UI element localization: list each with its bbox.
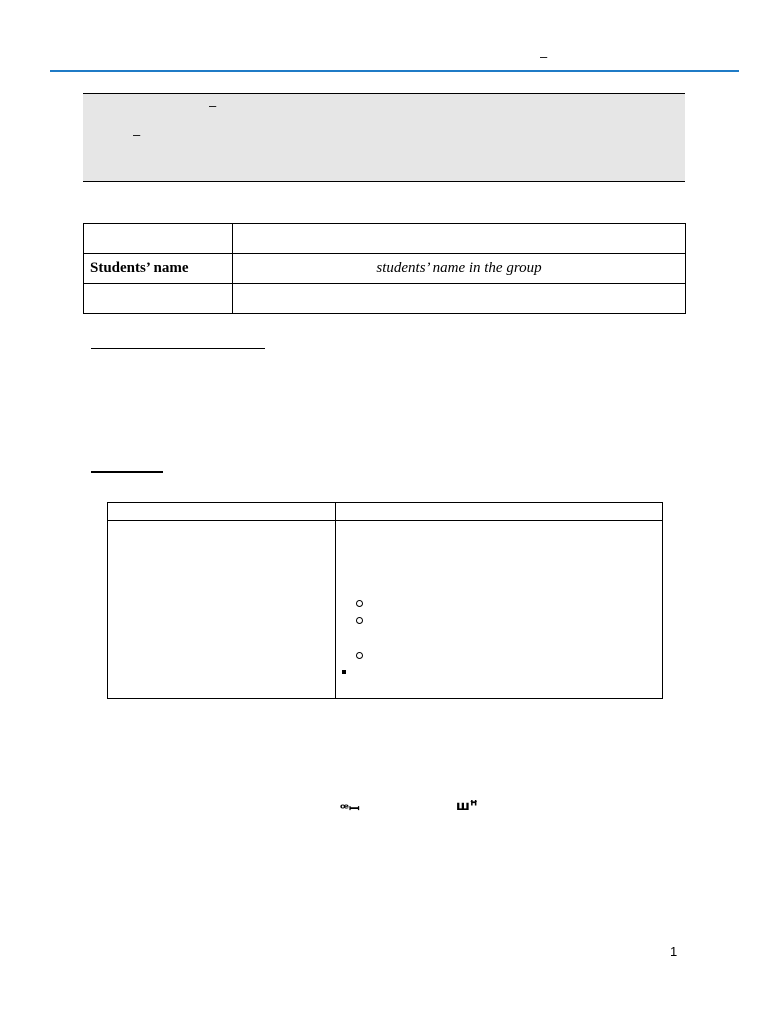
table-row <box>108 521 663 699</box>
content-table <box>107 502 663 699</box>
ornament-left-icon: ꟹꟷ <box>340 802 360 817</box>
header-rule <box>50 70 739 72</box>
table-row <box>84 284 686 314</box>
section-heading-underline <box>91 348 265 349</box>
table-row <box>84 254 686 284</box>
row-value <box>233 224 686 254</box>
row-label <box>84 224 233 254</box>
row-value <box>233 284 686 314</box>
list-bullet-circle <box>356 617 363 624</box>
table-cell <box>336 503 663 521</box>
table-header-row <box>108 503 663 521</box>
list-bullet-square <box>342 670 346 674</box>
ornament-right-icon: ꟺꟸ <box>456 799 478 814</box>
table-row <box>84 224 686 254</box>
row-label <box>84 284 233 314</box>
table-cell <box>108 521 336 699</box>
banner-mark-1: – <box>209 98 217 113</box>
title-banner <box>83 93 685 182</box>
page-number: 1 <box>670 944 678 959</box>
table-cell <box>108 503 336 521</box>
students-name-value: students’ name in the group <box>233 254 686 284</box>
banner-mark-2: – <box>133 127 141 142</box>
list-bullet-circle <box>356 652 363 659</box>
list-bullet-circle <box>356 600 363 607</box>
student-info-table <box>83 223 686 314</box>
table-cell <box>336 521 663 699</box>
section-heading-underline <box>91 471 163 473</box>
students-name-label: Students’ name <box>84 254 233 284</box>
header-mark: – <box>540 49 548 64</box>
